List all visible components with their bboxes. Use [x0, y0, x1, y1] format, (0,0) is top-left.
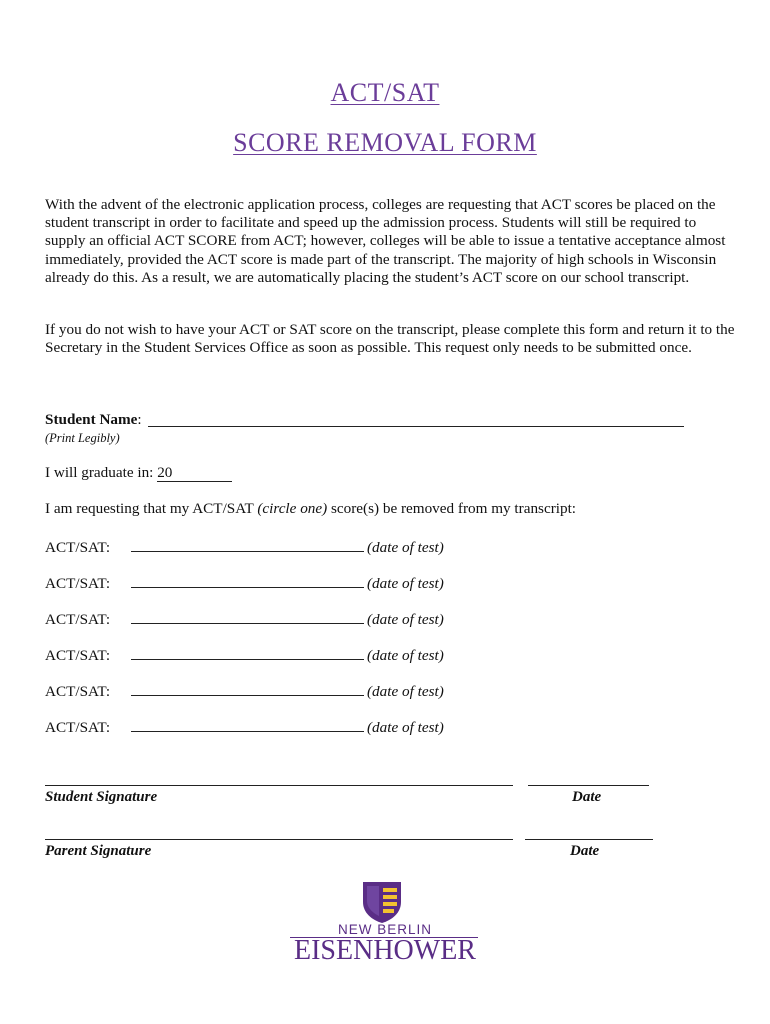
act-sat-date-field[interactable] [131, 717, 364, 732]
student-signature-label: Student Signature [45, 789, 158, 805]
request-text-before: I am requesting that my ACT/SAT [45, 500, 258, 517]
date-of-test-hint: (date of test) [367, 575, 444, 592]
act-sat-label: ACT/SAT: [45, 539, 111, 556]
act-sat-date-field[interactable] [131, 537, 364, 552]
act-sat-row [45, 717, 444, 737]
date-of-test-hint: (date of test) [367, 539, 444, 556]
act-sat-label: ACT/SAT: [45, 719, 111, 736]
intro-paragraph: With the advent of the electronic application process, colleges are requesting that ACT scores be placed on the student transcript in order to facilitate and speed up the admission process. Students will still be required to supply an official ACT SCORE from ACT; however, colleges will be able to issue a tentative acceptance almost immediately, provided the ACT score is made part of the transcript. The majority of high schools in Wisconsin already do this. As a result, we are automatically placing the student’s ACT score on our school transcript. [45, 196, 726, 286]
graduate-label: I will graduate in: [45, 464, 158, 481]
act-sat-row [45, 609, 444, 629]
parent-signature-label: Parent Signature [45, 843, 152, 859]
request-statement [45, 500, 576, 518]
act-sat-row [45, 645, 444, 665]
instructions-paragraph: If you do not wish to have your ACT or SAT score on the transcript, please complete this form and return it to the Secretary in the Student Services Office as soon as possible. This request only needs to be submitted once. [45, 321, 735, 357]
act-sat-date-field[interactable] [131, 681, 364, 696]
act-sat-label: ACT/SAT: [45, 611, 111, 628]
date-of-test-hint: (date of test) [367, 611, 444, 628]
logo-text-eisenhower: EISENHOWER [294, 935, 476, 966]
form-title-line2: SCORE REMOVAL FORM [233, 128, 537, 157]
date-of-test-hint: (date of test) [367, 647, 444, 664]
student-date-label: Date [572, 789, 602, 805]
act-sat-date-field[interactable] [131, 573, 364, 588]
graduation-year-field[interactable] [157, 464, 232, 482]
act-sat-row [45, 681, 444, 701]
circle-one-hint: (circle one) [257, 500, 328, 517]
act-sat-label: ACT/SAT: [45, 647, 111, 664]
act-sat-row [45, 537, 444, 557]
request-text-after: score(s) be removed from my transcript: [327, 500, 577, 517]
parent-date-label: Date [570, 843, 600, 859]
student-date-field[interactable] [528, 785, 649, 786]
date-of-test-hint: (date of test) [367, 683, 444, 700]
graduation-year-prefix: 20 [157, 464, 173, 481]
student-name-field[interactable] [148, 426, 684, 427]
graduate-row [45, 464, 232, 482]
act-sat-label: ACT/SAT: [45, 575, 111, 592]
student-name-row [45, 411, 142, 429]
student-name-colon: : [137, 411, 142, 428]
parent-date-field[interactable] [525, 839, 653, 840]
act-sat-date-field[interactable] [131, 609, 364, 624]
student-signature-field[interactable] [45, 785, 513, 786]
date-of-test-hint: (date of test) [367, 719, 444, 736]
student-name-label: Student Name [45, 411, 138, 428]
act-sat-row [45, 573, 444, 593]
logo-text-new-berlin: NEW BERLIN [337, 922, 432, 937]
act-sat-date-field[interactable] [131, 645, 364, 660]
print-legibly-hint: (Print Legibly) [45, 431, 120, 445]
form-title-line1: ACT/SAT [330, 78, 440, 107]
parent-signature-field[interactable] [45, 839, 513, 840]
act-sat-label: ACT/SAT: [45, 683, 111, 700]
